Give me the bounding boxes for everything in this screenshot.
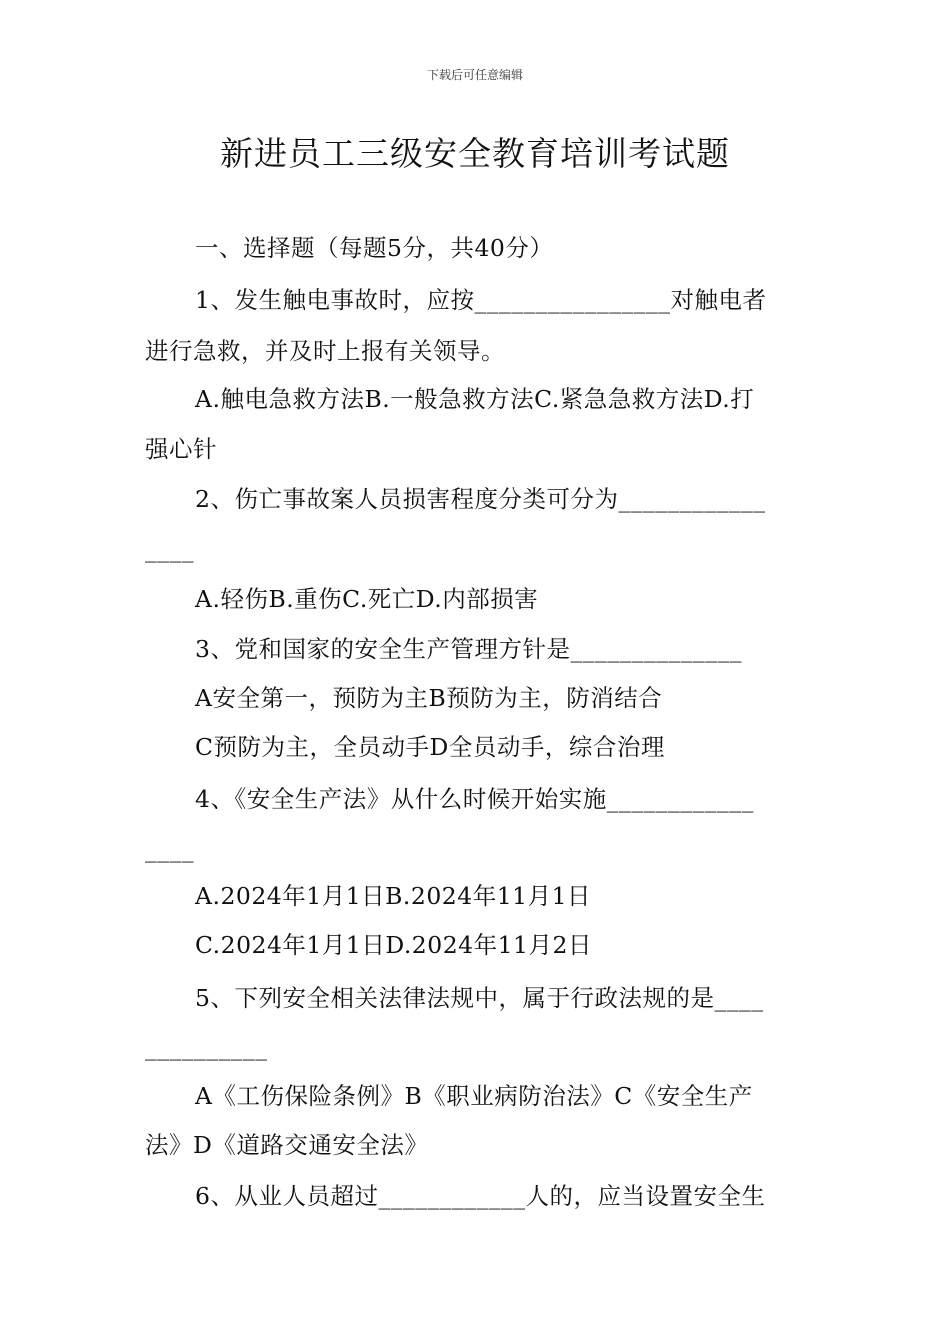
question-1-line-2: 进行急救，并及时上报有关领导。: [145, 337, 505, 365]
question-2-line-2: ____: [145, 535, 194, 563]
question-4-options-line-2: C.2024年1月1日D.2024年11月2日: [195, 931, 592, 959]
question-2-line-1: 2、伤亡事故案人员损害程度分类可分为____________: [195, 485, 766, 513]
question-1-line-1: 1、发生触电事故时，应按________________对触电者: [195, 286, 767, 314]
question-4-line-1: 4、《安全生产法》从什么时候开始实施____________: [195, 785, 754, 813]
question-3-line: 3、党和国家的安全生产管理方针是______________: [195, 635, 742, 663]
question-4-options-line-1: A.2024年1月1日B.2024年11月1日: [195, 882, 592, 910]
question-2-options: A.轻伤B.重伤C.死亡D.内部损害: [195, 585, 539, 613]
question-6-line-1: 6、从业人员超过____________人的，应当设置安全生: [195, 1182, 766, 1210]
header-note: 下载后可任意编辑: [426, 68, 523, 82]
question-5-options-line-1: A《工伤保险条例》B《职业病防治法》C《安全生产: [195, 1082, 753, 1110]
question-3-options-line-2: C预防为主，全员动手D全员动手，综合治理: [195, 733, 665, 761]
section-heading: 一、选择题（每题5分，共40分）: [195, 234, 554, 262]
question-4-line-2: ____: [145, 835, 194, 863]
question-1-options-line-1: A.触电急救方法B.一般急救方法C.紧急急救方法D.打: [195, 385, 755, 413]
question-5-options-line-2: 法》D《道路交通安全法》: [145, 1131, 429, 1159]
document-title: 新进员工三级安全教育培训考试题: [220, 134, 730, 173]
question-5-line-2: __________: [145, 1033, 268, 1061]
question-1-options-line-2: 强心针: [145, 435, 217, 463]
question-5-line-1: 5、下列安全相关法律法规中，属于行政法规的是____: [195, 984, 764, 1012]
question-3-options-line-1: A安全第一，预防为主B预防为主，防消结合: [195, 684, 663, 712]
